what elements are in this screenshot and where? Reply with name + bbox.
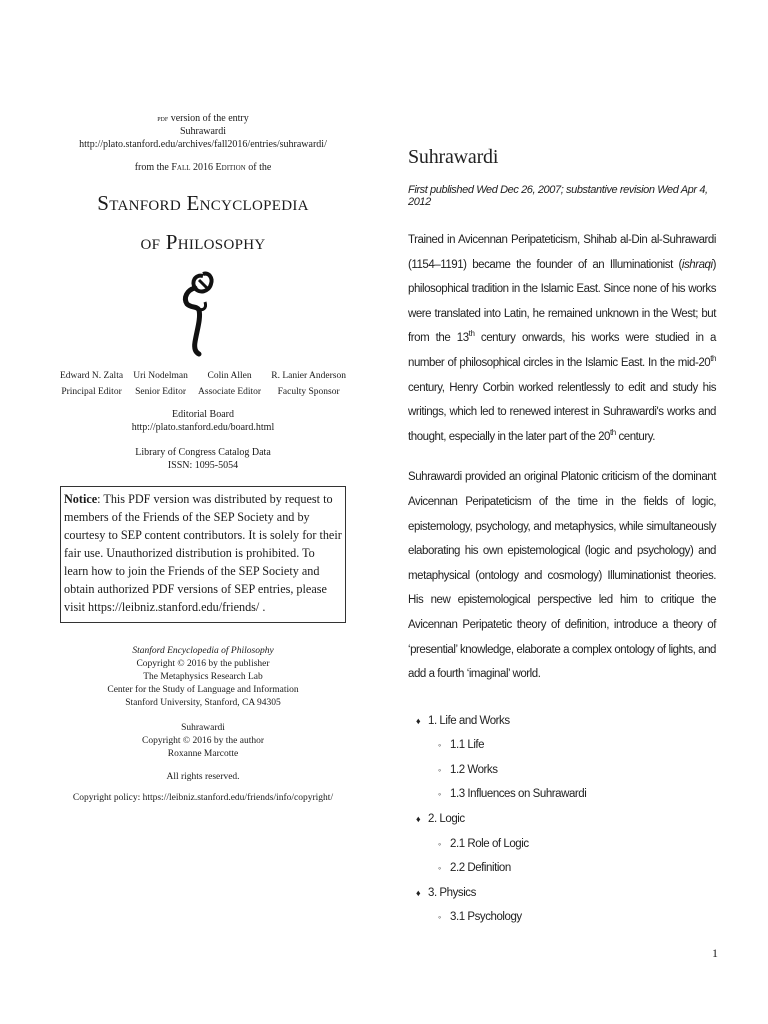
version-line xyxy=(60,112,346,125)
editor-entry xyxy=(198,368,261,400)
publication-info: First published Wed Dec 26, 2007; substantive revision Wed Apr 4, 2012 xyxy=(408,184,708,208)
toc-sublabel[interactable]: 1.1 Life xyxy=(450,739,485,752)
sep-title xyxy=(60,190,346,256)
sep-title-line2: of Philosophy xyxy=(140,230,266,254)
rights-reserved: All rights reserved. xyxy=(166,772,240,782)
editor-role: Associate Editor xyxy=(198,387,262,397)
copyright-line: Copyright © 2016 by the publisher xyxy=(136,659,270,669)
editor-entry xyxy=(60,368,123,400)
p1-text: century, Henry Corbin worked relentlessly to edit and study his writings, which led to renewed interest in Suhrawardi's works and thought, especially in the later part of the 20 xyxy=(408,381,716,443)
toc-label[interactable]: 3. Physics xyxy=(428,886,476,899)
toc-item[interactable] xyxy=(408,881,716,906)
p1-text: Trained in Avicennan Peripateticism, Shihab al-Din al-Suhrawardi (1154–1191) became the founder of an Illuminationist ( xyxy=(408,234,716,271)
diamond-bullet-icon: ♦ xyxy=(416,814,421,825)
p1-text: century. xyxy=(615,430,655,443)
entry-column xyxy=(408,140,716,930)
table-of-contents xyxy=(408,709,716,930)
author-copyright xyxy=(60,722,346,761)
pdf-label: pdf xyxy=(157,113,169,123)
address: Stanford University, Stanford, CA 94305 xyxy=(125,698,281,708)
notice-label: Notice xyxy=(64,492,98,506)
author-name: Roxanne Marcotte xyxy=(167,749,239,759)
sep-logo-icon xyxy=(173,268,233,360)
editor-name: Uri Nodelman xyxy=(133,371,188,381)
superscript: th xyxy=(468,329,475,339)
superscript: th xyxy=(710,354,716,364)
p1-text: ) philosophical tradition in the Islamic East. Since none of his works were translated into Latin, he remained unknown in the West; but from the 13 xyxy=(408,258,716,345)
circle-bullet-icon: ◦ xyxy=(438,789,441,800)
intro-paragraph-2: Suhrawardi provided an original Platonic criticism of the dominant Avicennan Peripateticism of the time in the fields of logic, epistemology, psychology, and metaphysics, while simultaneously elaborating his own epistemological (logic and psychology) and metaphysical (ontology and cosmology) Illuminationist theories. His new epistemological perspective led him to critique the Avicennan Peripatetic theory of definition, introduce a theory of ‘presential’ knowledge, elaborate a complex ontology of lights, and add a fourth ‘imaginal’ world. xyxy=(408,471,716,681)
notice-text: : This PDF version was distributed by request to members of the Friends of the SEP Society and by courtesy to SEP content contributors. It is solely for their fair use. Unauthorized distribution is prohibited. To learn how to join the Friends of the SEP Society and obtain authorized PDF versions of SEP entries, please visit https://leibniz.stanford.edu/friends/ . xyxy=(64,492,342,614)
p1-text: century onwards, his works were studied in a number of philosophical circles in the Islamic East. In the mid-20 xyxy=(408,332,716,369)
publisher: The Metaphysics Research Lab xyxy=(143,672,263,682)
toc-label[interactable]: 2. Logic xyxy=(428,813,465,826)
toc-sublabel[interactable]: 2.1 Role of Logic xyxy=(450,837,529,850)
editor-name: Colin Allen xyxy=(207,371,252,381)
loc-label: Library of Congress Catalog Data xyxy=(135,447,271,458)
edition-line xyxy=(60,161,346,174)
notice-box xyxy=(60,486,346,623)
diamond-bullet-icon: ♦ xyxy=(416,715,421,726)
toc-sublabel[interactable]: 1.2 Works xyxy=(450,763,498,776)
circle-bullet-icon: ◦ xyxy=(438,838,441,849)
board-url[interactable]: http://plato.stanford.edu/board.html xyxy=(131,422,275,433)
toc-subitem[interactable] xyxy=(408,782,716,807)
copyright-policy[interactable]: Copyright policy: https://leibniz.stanford.edu/friends/info/copyright/ xyxy=(72,793,334,803)
editor-role: Faculty Sponsor xyxy=(277,387,340,397)
toc-subitem[interactable] xyxy=(408,733,716,758)
toc-subitem[interactable] xyxy=(408,905,716,930)
circle-bullet-icon: ◦ xyxy=(438,740,441,751)
center: Center for the Study of Language and Information xyxy=(107,685,299,695)
editor-entry xyxy=(133,368,188,400)
sep-title-line1: Stanford Encyclopedia xyxy=(97,191,309,215)
editor-role: Senior Editor xyxy=(135,387,187,397)
circle-bullet-icon: ◦ xyxy=(438,863,441,874)
circle-bullet-icon: ◦ xyxy=(438,912,441,923)
toc-subitem[interactable] xyxy=(408,856,716,881)
edition-label: Fall 2016 Edition xyxy=(171,162,246,173)
version-text: version of the entry xyxy=(170,113,249,124)
editors-list xyxy=(60,368,346,400)
from-prefix: from the xyxy=(134,162,169,173)
author-entry: Suhrawardi xyxy=(181,723,225,733)
page-number: 1 xyxy=(712,946,718,960)
board-label: Editorial Board xyxy=(172,409,234,420)
publisher-copyright xyxy=(60,645,346,710)
toc-sublabel[interactable]: 3.1 Psychology xyxy=(450,911,522,924)
toc-subitem[interactable] xyxy=(408,832,716,857)
cover-column xyxy=(60,112,346,805)
toc-subitem[interactable] xyxy=(408,758,716,783)
editor-entry xyxy=(271,368,346,400)
superscript: th xyxy=(609,427,616,437)
intro-paragraph-1 xyxy=(408,228,716,449)
toc-label[interactable]: 1. Life and Works xyxy=(428,714,510,727)
entry-name: Suhrawardi xyxy=(179,126,227,137)
toc-sublabel[interactable]: 1.3 Influences on Suhrawardi xyxy=(450,788,587,801)
entry-title: Suhrawardi xyxy=(408,146,499,168)
circle-bullet-icon: ◦ xyxy=(438,764,441,775)
editor-name: R. Lanier Anderson xyxy=(271,371,346,381)
editor-name: Edward N. Zalta xyxy=(60,371,124,381)
catalog-data xyxy=(60,446,346,472)
toc-item[interactable] xyxy=(408,709,716,734)
entry-url[interactable]: http://plato.stanford.edu/archives/fall2016/entries/suhrawardi/ xyxy=(79,139,327,150)
toc-sublabel[interactable]: 2.2 Definition xyxy=(450,862,511,875)
copyright-title: Stanford Encyclopedia of Philosophy xyxy=(132,646,274,656)
diamond-bullet-icon: ♦ xyxy=(416,887,421,898)
author-copyright-line: Copyright © 2016 by the author xyxy=(142,736,264,746)
toc-item[interactable] xyxy=(408,807,716,832)
of-the: of the xyxy=(248,162,272,173)
editor-role: Principal Editor xyxy=(61,387,122,397)
ishraqi-term: ishraqi xyxy=(681,258,713,271)
issn: ISSN: 1095-5054 xyxy=(167,460,239,471)
editorial-board xyxy=(60,408,346,434)
